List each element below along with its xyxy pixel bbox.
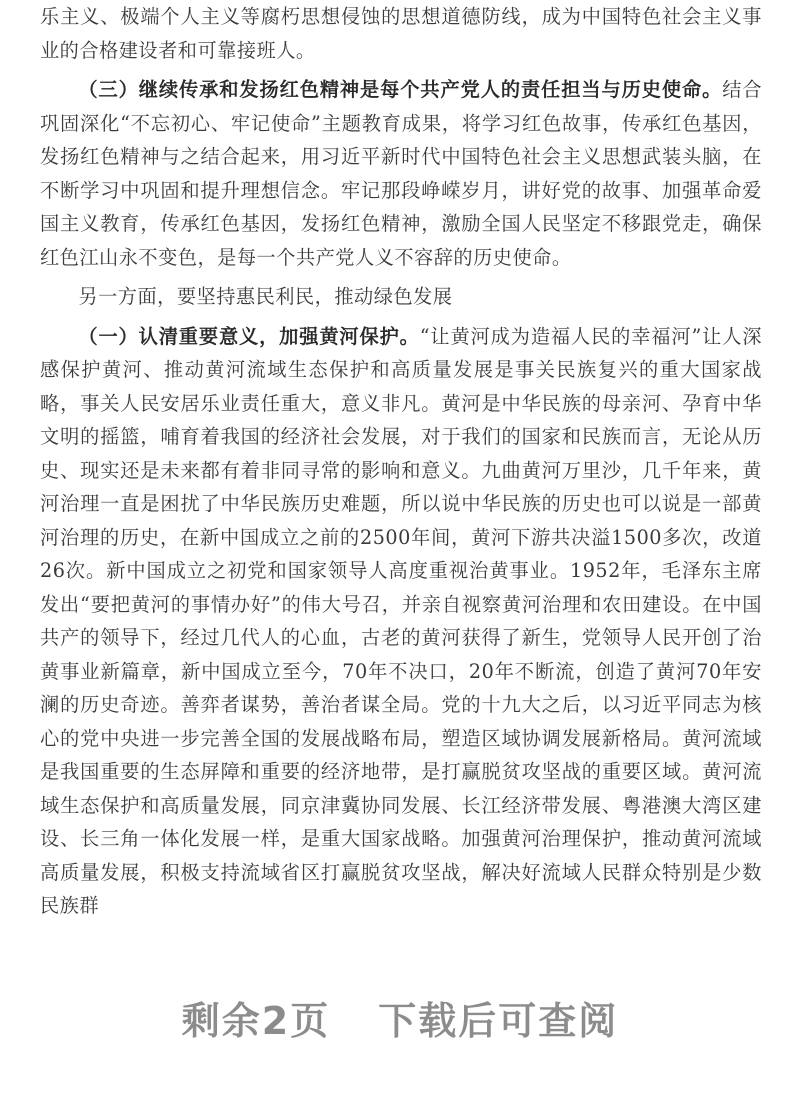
section-title-green-development: 另一方面，要坚持惠民利民，推动绿色发展 [78, 285, 453, 308]
paragraph-text: 结合巩固深化“不忘初心、牢记使命”主题教育成果，将学习红色故事，传承红色基因，发扬红色精神与之结合起来，用习近平新时代中国特色社会主义思想武装头脑，在不断学习中巩固和提升理想信念。牢记那段峥嵘岁月，讲好党的故事、加强革命爱国主义教育，传承红色基因，发扬红色精神，激励全国人民坚定不移跟党走，确保红色江山永不变色，是每一个共产党人义不容辞的历史使命。 [40, 78, 763, 269]
remaining-pages-label: 剩余2页 [181, 999, 331, 1043]
paragraph-red-spirit [40, 73, 762, 274]
paragraph-continuation: 乐主义、极端个人主义等腐朽思想侵蚀的思想道德防线，成为中国特色社会主义事业的合格建设者和可靠接班人。 [40, 5, 762, 62]
document-body [40, 0, 762, 923]
section-heading-inline: （三）继续传承和发扬红色精神是每个共产党人的责任担当与历史使命。 [78, 78, 723, 101]
section-heading-inline: （一）认清重要意义，加强黄河保护。 [78, 324, 420, 348]
paragraph-text: “让黄河成为造福人民的幸福河”让人深感保护黄河、推动黄河流域生态保护和高质量发展是事关民族复兴的重大国家战略，事关人民安居乐业责任重大，意义非凡。黄河是中华民族的母亲河、孕育中华文明的摇篮，哺育着我国的经济社会发展，对于我们的国家和民族而言，无论从历史、现实还是未来都有着非同寻常的影响和意义。九曲黄河万里沙，几千年来，黄河治理一直是困扰了中华民族历史难题，所以说中华民族的历史也可以说是一部黄河治理的历史，在新中国成立之前的2500年间，黄河下游共决溢1500多次，改道26次。新中国成立之初党和国家领导人高度重视治黄事业。1952年，毛泽东主席发出“要把黄河的事情办好”的伟大号召，并亲自视察黄河治理和农田建设。在中国共产的领导下，经过几代人的心血，古老的黄河获得了新生，党领导人民开创了治黄事业新篇章，新中国成立至今，70年不决口，20年不断流，创造了黄河70年安澜的历史奇迹。善弈者谋势，善治者谋全局。党的十九大之后，以习近平同志为核心的党中央进一步完善全国的发展战略布局，塑造区域协调发展新格局。黄河流域是我国重要的生态屏障和重要的经济地带，是打赢脱贫攻坚战的重要区域。黄河流域生态保护和高质量发展，同京津冀协同发展、长江经济带发展、粤港澳大湾区建设、长三角一体化发展一样，是重大国家战略。加强黄河治理保护，推动黄河流域高质量发展，积极支持流域省区打赢脱贫攻坚战，解决好流域人民群众特别是少数民族群 [40, 324, 763, 917]
remaining-pages-notice [0, 990, 800, 1045]
paragraph-yellow-river [40, 320, 762, 923]
download-to-view-label: 下载后可查阅 [378, 999, 619, 1043]
